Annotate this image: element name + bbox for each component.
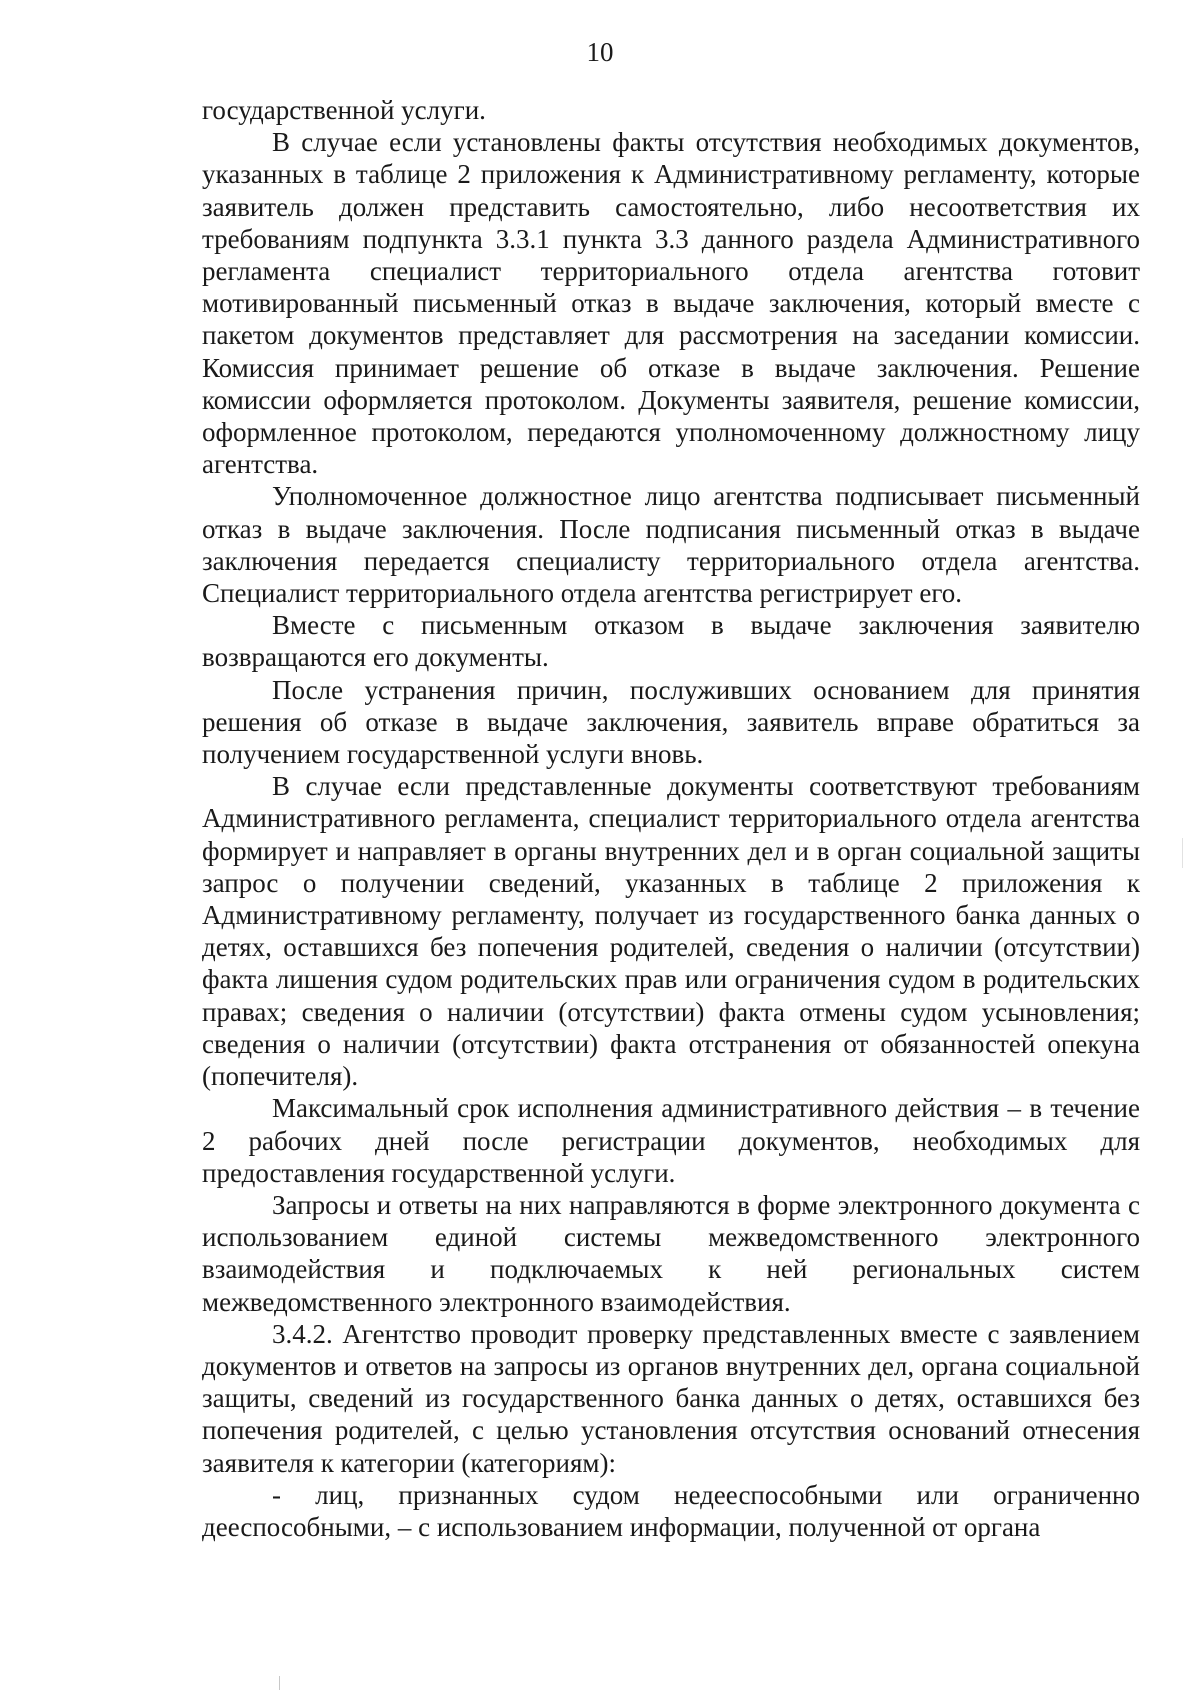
scan-artifact [1182, 838, 1183, 868]
paragraph-electronic-exchange: Запросы и ответы на них направляются в форме электронного документа с использованием единой системы межведомственного электронного взаимодействия и подключаемых к ней региональных систем межведомственного электронного взаимодействия. [202, 1189, 1140, 1317]
paragraph-continuation: государственной услуги. [202, 95, 486, 125]
paragraph-documents-returned: Вместе с письменным отказом в выдаче заключения заявителю возвращаются его документы. [202, 610, 1140, 673]
scan-artifact [279, 1676, 280, 1690]
page-number: 10 [586, 37, 614, 67]
paragraph-list-item-incapacitated: - лиц, признанных судом недееспособными или ограниченно дееспособными, – с использованием информации, полученной от органа [202, 1479, 1140, 1542]
paragraph-max-term: Максимальный срок исполнения административного действия – в течение 2 рабочих дней после регистрации документов, необходимых для предоставления государственной услуги. [202, 1093, 1140, 1188]
paragraph-interagency-requests: В случае если представленные документы соответствуют требованиям Административного регламента, специалист территориального отдела агентства формирует и направляет в органы внутренних дел и в орган социальной защиты запрос о получении сведений, указанных в таблице 2 приложения к Административному регламенту, получает из государственного банка данных о детях, оставшихся без попечения родителей, сведения о наличии (отсутствии) факта лишения судом родительских прав или ограничения судом в родительских правах; сведения о наличии (отсутствии) факта отмены судом усыновления; сведения о наличии (отсутствии) факта отстранения от обязанностей опекуна (попечителя). [202, 771, 1140, 1092]
paragraph-refusal-signing: Уполномоченное должностное лицо агентства подписывает письменный отказ в выдаче заключения. После подписания письменный отказ в выдаче заключения передается специалисту территориального отдела агентства. Специалист территориального отдела агентства регистрирует его. [202, 481, 1140, 609]
paragraph-section-3-4-2: 3.4.2. Агентство проводит проверку представленных вместе с заявлением документов и ответов на запросы из органов внутренних дел, органа социальной защиты, сведений из государственного банка данных о детях, оставшихся без попечения родителей, с целью установления отсутствия оснований отнесения заявителя к категории (категориям): [202, 1318, 1140, 1478]
document-body [202, 94, 1140, 1543]
paragraph-refusal-conditions: В случае если установлены факты отсутствия необходимых документов, указанных в таблице 2 приложения к Административному регламенту, которые заявитель должен представить самостоятельно, либо несоответствия их требованиям подпункта 3.3.1 пункта 3.3 данного раздела Административного регламента специалист территориального отдела агентства готовит мотивированный письменный отказ в выдаче заключения, который вместе с пакетом документов представляет для рассмотрения на заседании комиссии. Комиссия принимает решение об отказе в выдаче заключения. Решение комиссии оформляется протоколом. Документы заявителя, решение комиссии, оформленное протоколом, передаются уполномоченному должностному лицу агентства. [202, 127, 1140, 480]
paragraph-reapplication: После устранения причин, послуживших основанием для принятия решения об отказе в выдаче заключения, заявитель вправе обратиться за получением государственной услуги вновь. [202, 674, 1140, 770]
